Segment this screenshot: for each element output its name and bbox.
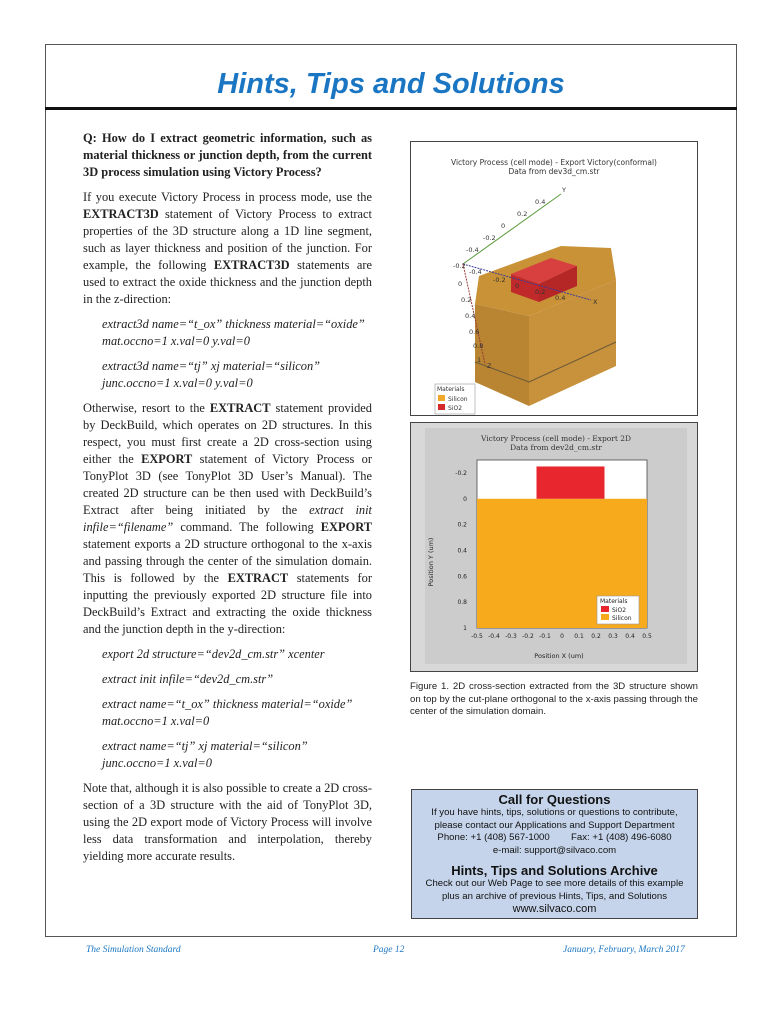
footer-date: January, February, March 2017: [563, 945, 685, 955]
tick-x-1: -0.2: [493, 276, 506, 284]
chart-legend: [597, 596, 639, 624]
fig3d-subtitle: Data from dev3d_cm.str: [508, 167, 600, 176]
figure-caption: Figure 1. 2D cross-section extracted from the 3D structure shown on top by the cut-plane orthogonal to the x-axis passing through the center of the simulation domain.: [410, 681, 698, 718]
x-tick-label: 0: [560, 633, 564, 640]
tick-y-2: 0: [501, 222, 506, 230]
code-line-1: extract3d name=“t_ox” thickness material=“oxide” mat.occno=1 x.val=0 y.val=0: [102, 317, 365, 348]
chart-legend-title: Materials: [600, 598, 628, 605]
fig3d-legend-sio2: SiO2: [448, 405, 463, 412]
x-tick-label: -0.5: [471, 633, 483, 640]
x-tick-label: 0.3: [608, 633, 618, 640]
legend-swatch-silicon: [438, 395, 445, 401]
x-tick-label: 0.4: [625, 633, 635, 640]
code-line-4: extract init infile=“dev2d_cm.str”: [102, 672, 274, 686]
article-body: [83, 130, 372, 873]
code-line-3: export 2d structure=“dev2d_cm.str” xcenter: [102, 647, 325, 661]
paragraph-1: If you execute Victory Process in process mode, use the EXTRACT3D statement of Victory Process to extract properties of the 3D structure along a 1D line segment, such as layer thickness and position of the junction. For example, the following EXTRACT3D statements are used to extract the oxide thickness and the junction depth in the z-direction:: [83, 190, 372, 306]
tick-z-1: 0: [458, 280, 463, 288]
y-tick-label: 0.4: [457, 547, 467, 555]
question: Q: How do I extract geometric information, such as material thickness or junction depth, from the current 3D process simulation using Victory Process?: [83, 131, 372, 179]
x-tick-label: 0.1: [574, 633, 584, 640]
chart-subtitle: Data from dev2d_cm.str: [510, 443, 602, 452]
y-tick-label: 0.6: [457, 573, 467, 581]
y-tick-label: -0.2: [455, 469, 467, 477]
chart-xlabel: Position X (um): [534, 652, 584, 660]
x-tick-label: -0.2: [522, 633, 534, 640]
tick-x-3: 0.2: [535, 288, 546, 296]
axis-label-y: Y: [562, 186, 566, 194]
y-tick-label: 0.2: [457, 521, 467, 529]
chart-svg: [425, 452, 687, 664]
title-rule: [45, 107, 737, 110]
fig3d-legend-title: Materials: [437, 386, 465, 393]
callbox-line-5: Check out our Web Page to see more details of this example: [425, 878, 684, 889]
fig3d-legend-silicon: Silicon: [448, 396, 468, 403]
x-tick-label: -0.4: [488, 633, 500, 640]
tick-y-3: -0.2: [483, 234, 496, 242]
chart-legend-swatch-silicon: [601, 614, 609, 620]
fig2d-panel: [425, 428, 687, 664]
tick-y-4: -0.4: [466, 246, 479, 254]
code-line-2: extract3d name=“tj” xj material=“silicon” junc.occno=1 x.val=0 y.val=0: [102, 359, 321, 390]
footer-page-number: Page 12: [373, 945, 405, 955]
tick-z-0: -0.2: [453, 262, 466, 270]
chart-ylabel: Position Y (um): [427, 537, 435, 587]
code-line-6: extract name=“tj” xj material=“silicon” junc.occno=1 x.val=0: [102, 739, 308, 770]
tick-y-1: 0.2: [517, 210, 528, 218]
region-sio2: [537, 466, 605, 498]
figure-3d-structure: [410, 141, 698, 416]
paragraph-2: Otherwise, resort to the EXTRACT statement provided by DeckBuild, which operates on 2D structures. In this respect, you must first create a 2D cross-section using either the EXPORT statement of Victory Process or TonyPlot 3D (see TonyPlot 3D User’s Manual). The created 2D structure can be then used with DeckBuild’s Extract after being initiated by the extract init infile=“filename” command. The following EXPORT statement exports a 2D structure orthogonal to the x-axis and passing through the center of the simulation domain. This is followed by the EXTRACT statements for inputting the previously exported 2D structure file into DeckBuild’s Extract and extracting the oxide thickness and the junction depth in the y-direction:: [83, 401, 373, 636]
tick-y-0: 0.4: [535, 198, 546, 206]
tick-z-4: 0.6: [469, 328, 480, 336]
tick-z-3: 0.4: [465, 312, 476, 320]
chart-title: Victory Process (cell mode) - Export 2D: [480, 434, 632, 443]
tick-z-5: 0.8: [473, 342, 484, 350]
fig3d-legend: [435, 384, 475, 414]
legend-swatch-sio2: [438, 404, 445, 410]
callbox-url-link[interactable]: www.silvaco.com: [512, 903, 597, 915]
callbox-line-6: plus an archive of previous Hints, Tips, and Solutions: [441, 890, 668, 902]
footer-publication: The Simulation Standard: [86, 945, 181, 955]
y-tick-label: 0.8: [457, 599, 467, 607]
axis-label-z: Z: [487, 362, 492, 370]
callbox-heading-1: Call for Questions: [498, 792, 611, 807]
chart-legend-swatch-sio2: [601, 606, 609, 612]
call-for-questions-box: [411, 789, 698, 919]
callbox-line-3: Phone: +1 (408) 567-1000 Fax: +1 (408) 496-6080: [437, 832, 672, 843]
code-line-5: extract name=“t_ox” thickness material=“oxide” mat.occno=1 x.val=0: [102, 697, 353, 728]
tick-x-0: -0.4: [469, 268, 482, 276]
y-tick-label: 0: [463, 495, 467, 503]
chart-legend-silicon: Silicon: [612, 615, 632, 622]
fig3d-title: Victory Process (cell mode) - Export Victory(conformal): [451, 158, 657, 167]
tick-z-2: 0.2: [461, 296, 472, 304]
tick-x-4: 0.4: [555, 294, 566, 302]
axis-label-x: X: [593, 298, 598, 306]
fig3d-plot: [411, 176, 697, 416]
callbox-line-1: If you have hints, tips, solutions or questions to contribute,: [431, 807, 678, 818]
callbox-email[interactable]: e-mail: support@silvaco.com: [492, 844, 617, 856]
x-tick-label: 0.2: [591, 633, 601, 640]
chart-legend-sio2: SiO2: [612, 607, 627, 614]
x-tick-label: 0.5: [642, 633, 652, 640]
tick-x-2: 0: [515, 282, 520, 290]
callbox-heading-2: Hints, Tips and Solutions Archive: [451, 863, 658, 878]
page-title: Hints, Tips and Solutions: [217, 68, 565, 100]
paragraph-3: Note that, although it is also possible to create a 2D cross-section of a 3D structure with the aid of TonyPlot 3D, using the 2D export mode of Victory Process will involve less data transformation and interpolation, thereby yielding more accurate results.: [83, 781, 372, 863]
y-tick-label: 1: [463, 625, 467, 632]
x-tick-label: -0.1: [539, 633, 551, 640]
callbox-line-2: please contact our Applications and Support Department: [434, 819, 675, 831]
tick-z-6: 1: [477, 356, 482, 364]
x-tick-label: -0.3: [505, 633, 517, 640]
